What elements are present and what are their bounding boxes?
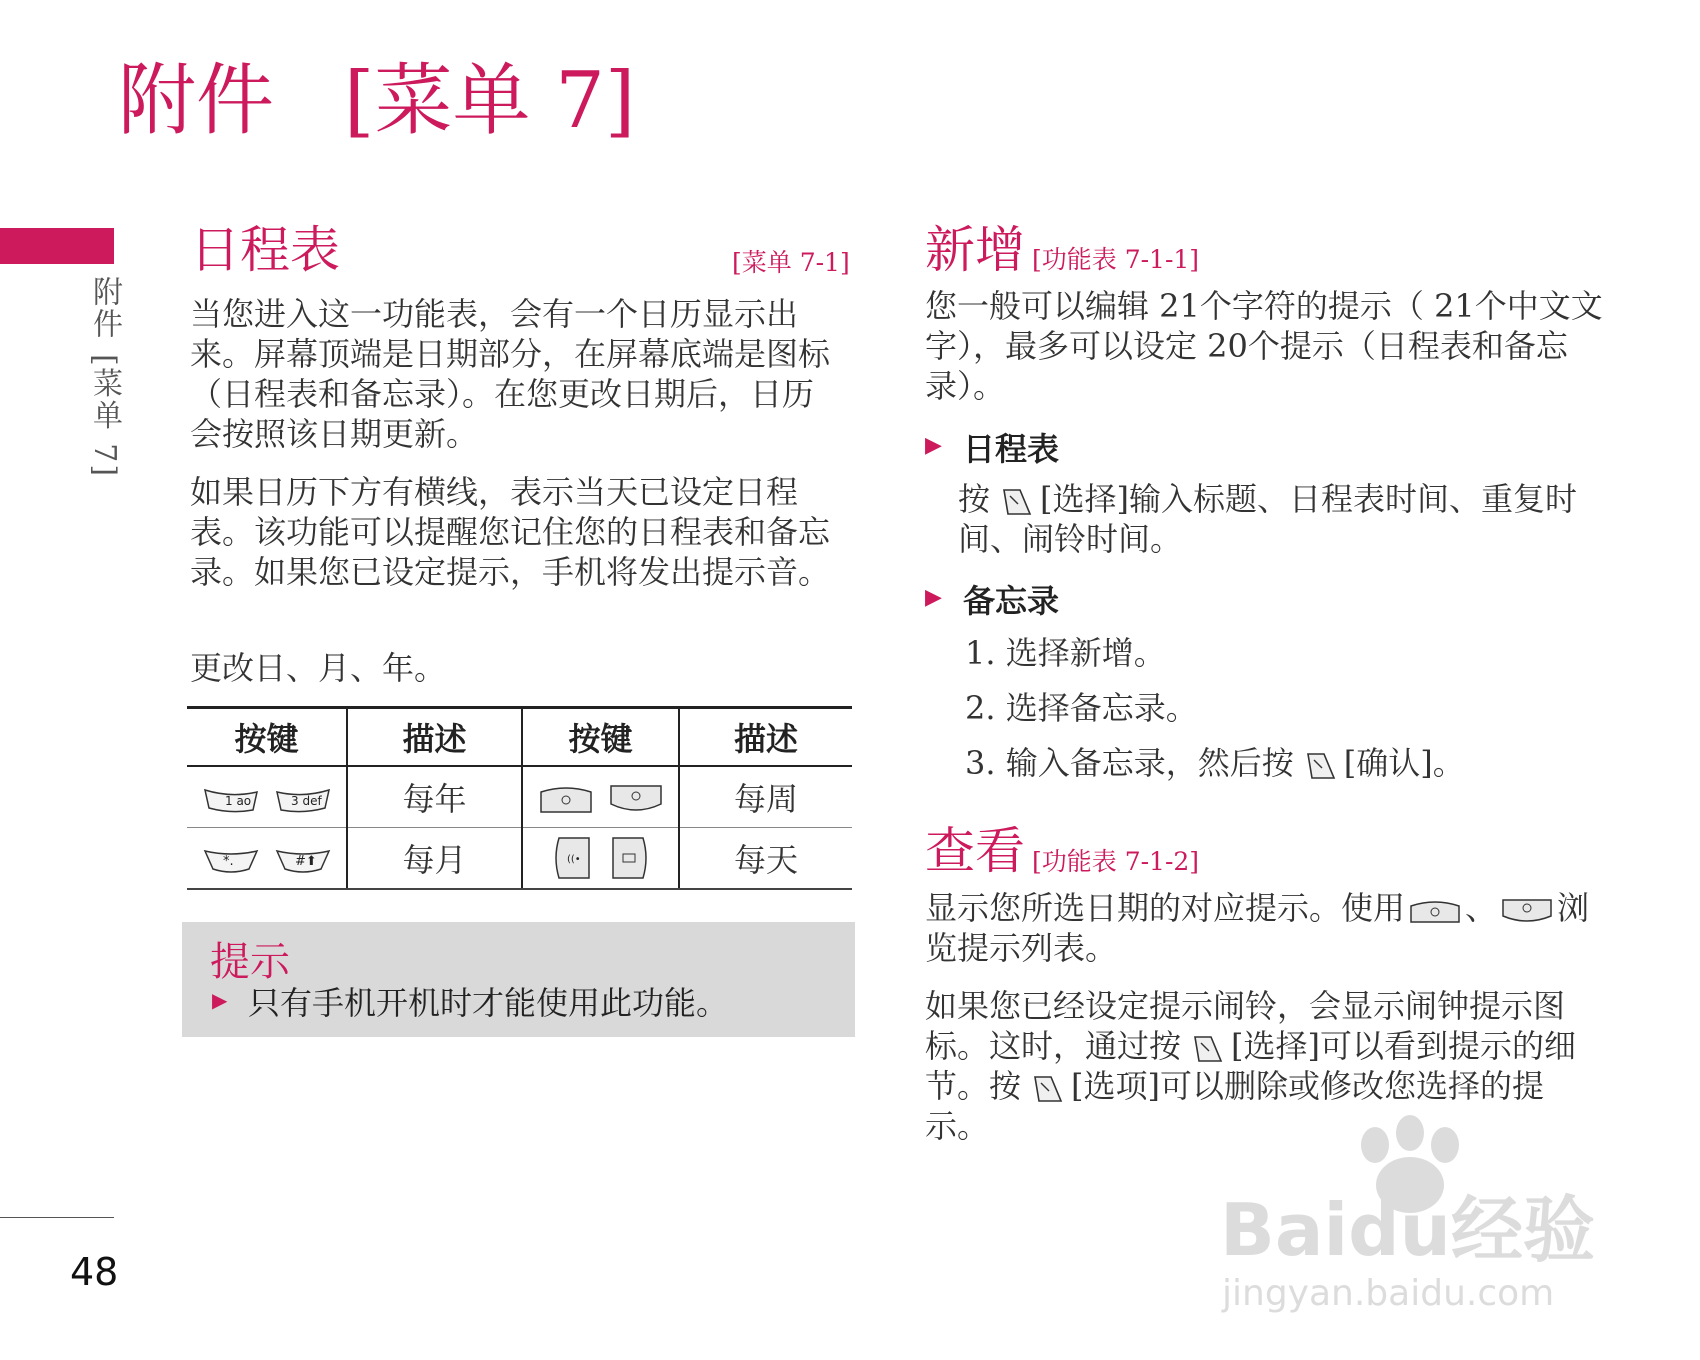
- key-cell: [187, 766, 347, 828]
- view-paragraph-1-post: 浏览提示列表。: [925, 889, 1590, 967]
- baidu-watermark: [1210, 1115, 1630, 1319]
- bullet-schedule-label: 日程表: [963, 430, 1060, 468]
- svg-text:*.: *.: [222, 853, 234, 869]
- key-table: [187, 706, 852, 890]
- watermark-url: jingyan.baidu.com: [1222, 1273, 1555, 1314]
- nav-down-key-icon: [609, 782, 663, 816]
- desc-cell: 每天: [679, 828, 852, 890]
- nav-up-key-icon: [539, 782, 593, 816]
- key-table-header: [187, 708, 852, 767]
- side-tab-section: 附件: [87, 276, 122, 340]
- nav-down-key-icon: [1501, 896, 1553, 926]
- side-tab-menu: [菜单 7]: [87, 354, 122, 479]
- left-softkey-icon: [1302, 750, 1336, 782]
- 1-key-icon: [203, 786, 259, 814]
- desc-cell: 每周: [679, 766, 852, 828]
- side-tab-label: [82, 276, 126, 478]
- watermark-brand: Baidu经验: [1220, 1188, 1595, 1272]
- header-key: 按键: [522, 708, 679, 767]
- bullet-arrow-icon: ▶: [925, 585, 942, 610]
- page-title-section: 附件: [118, 56, 275, 146]
- svg-text:((•: ((•: [566, 854, 581, 865]
- schedule-paragraph-3: 更改日、月、年。: [190, 649, 447, 687]
- schedule-paragraph-2: 如果日历下方有横线，表示当天已设定日程表。该功能可以提醒您记住您的日程表和备忘录。如果您已设定提示，手机将发出提示音。: [190, 473, 831, 591]
- bullet-memo-label: 备忘录: [963, 582, 1060, 620]
- header-desc: 描述: [679, 708, 852, 767]
- view-paragraph-2-a: 如果您已经设定提示闹铃，会显示闹钟提示图标。这时，通过按: [925, 987, 1566, 1065]
- header-key: 按键: [187, 708, 347, 767]
- table-row: [187, 828, 852, 890]
- add-menu-ref: [功能表 7-1-1]: [1032, 245, 1200, 274]
- schedule-menu-ref: [菜单 7-1]: [732, 248, 850, 277]
- tip-bullet-arrow-icon: ▶: [212, 988, 228, 1012]
- bullet-schedule-text-pre: 按: [958, 480, 991, 518]
- 3-key-icon: [275, 786, 331, 814]
- view-paragraph-2-b: [选择]可以看到提示的细节。按: [925, 1027, 1576, 1105]
- memo-step-1: 1. 选择新增。: [965, 634, 1166, 672]
- view-paragraph-1: [925, 888, 1605, 968]
- memo-step-2: 2. 选择备忘录。: [965, 689, 1198, 727]
- view-menu-ref: [功能表 7-1-2]: [1032, 847, 1200, 876]
- nav-left-key-icon: [553, 836, 593, 880]
- table-row: [187, 766, 852, 828]
- desc-cell: 每年: [347, 766, 522, 828]
- view-title: 查看: [925, 822, 1025, 880]
- bullet-schedule-text: [958, 479, 1608, 559]
- desc-cell: 每月: [347, 828, 522, 890]
- key-cell: [187, 828, 347, 890]
- page-title-menu: [菜单 7]: [344, 56, 636, 146]
- left-softkey-icon: [1189, 1033, 1223, 1065]
- tip-title: 提示: [210, 939, 290, 985]
- bullet-arrow-icon: ▶: [925, 433, 942, 458]
- nav-up-key-icon: [1409, 896, 1461, 926]
- side-tab-bar: [0, 228, 114, 264]
- bullet-schedule-text-post: [选择]输入标题、日程表时间、重复时间、闹铃时间。: [958, 480, 1577, 558]
- schedule-paragraph-1: 当您进入这一功能表，会有一个日历显示出来。屏幕顶端是日期部分，在屏幕底端是图标（日程表和备忘录）。在您更改日期后，日历会按照该日期更新。: [190, 295, 831, 453]
- key-cell: [522, 766, 679, 828]
- hash-key-icon: [275, 847, 331, 875]
- star-key-icon: [203, 847, 259, 875]
- add-paragraph: 您一般可以编辑 21个字符的提示（ 21个中文文字），最多可以设定 20个提示（日程表和备忘录）。: [925, 287, 1603, 405]
- svg-text:#⬆: #⬆: [294, 853, 317, 869]
- baidu-paw-logo-icon: [1210, 1115, 1630, 1315]
- schedule-title: 日程表: [190, 221, 340, 279]
- key-cell: [522, 828, 679, 890]
- view-paragraph-1-pre: 显示您所选日期的对应提示。使用: [925, 889, 1406, 927]
- tip-text: 只有手机开机时才能使用此功能。: [248, 984, 729, 1022]
- left-softkey-icon: [998, 486, 1032, 518]
- nav-right-key-icon: [609, 836, 649, 880]
- memo-step-3-text: 3. 输入备忘录，然后按: [965, 744, 1294, 782]
- memo-step-3-post: [确认]。: [1343, 744, 1465, 782]
- view-paragraph-1-sep: 、: [1465, 889, 1498, 927]
- page-number: 48: [70, 1250, 119, 1294]
- svg-text:3 def: 3 def: [290, 793, 322, 808]
- view-paragraph-2-c: [选项]可以删除或修改您选择的提示。: [925, 1067, 1544, 1145]
- header-desc: 描述: [347, 708, 522, 767]
- page-title: [118, 56, 636, 146]
- left-softkey-icon: [1029, 1073, 1063, 1105]
- svg-text:1 ao: 1 ao: [224, 793, 251, 808]
- memo-step-3: [965, 743, 1465, 783]
- add-title: 新增: [925, 221, 1025, 279]
- footer-rule: [0, 1217, 114, 1218]
